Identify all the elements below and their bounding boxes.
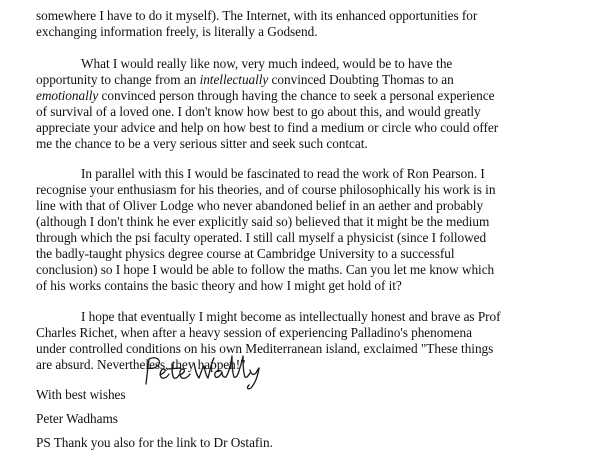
letter-line: What I would really like now, very much indeed, would be to have the [81,56,453,71]
letter-line: under controlled conditions on his own Mediterranean island, exclaimed "These things [36,341,494,356]
letter-line: conclusion) so I hope I would be able to follow the maths. Can you let me know which [36,262,495,277]
letter-line: somewhere I have to do it myself). The Internet, with its enhanced opportunities for [36,8,478,23]
letter-line: me the chance to be a very serious sitter and seek such contcat. [36,136,368,151]
letter-line: emotionally convinced person through having the chance to seek a personal experience [36,88,495,103]
closing-text: With best wishes [36,387,126,402]
letter-line: recognise your enthusiasm for his theories, and of course philosophically his work is in [36,182,496,197]
letter-line: line with that of Oliver Lodge who never abandoned belief in an aether and probably [36,198,484,213]
postscript: PS Thank you also for the link to Dr Ostafin. [36,435,273,450]
letter-line: Charles Richet, when after a heavy session of experiencing Palladino's phenomena [36,325,472,340]
sender-name: Peter Wadhams [36,411,118,426]
letter-line: opportunity to change from an intellectually convinced Doubting Thomas to an [36,72,454,87]
handwritten-signature [138,351,278,391]
letter-line: of his works contains the basic theory and how I might get hold of it? [36,278,402,293]
letter-line: the badly-taught physics degree course at Cambridge University to a successful [36,246,455,261]
letter-line: through which the psi faculty operated. I still call myself a physicist (since I followed [36,230,487,245]
letter-line: In parallel with this I would be fascinated to read the work of Ron Pearson. I [81,166,485,181]
letter-line: are absurd. Nevertheless, they happen!" [36,357,246,372]
letter-line: appreciate your advice and help on how best to find a medium or circle who could offer [36,120,499,135]
letter-line: exchanging information freely, is literally a Godsend. [36,24,318,39]
letter-line: I hope that eventually I might become as intellectually honest and brave as Prof [81,309,501,324]
letter-line: (although I don't think he ever explicitly said so) believed that it might be the medium [36,214,490,229]
letter-line: of survival of a loved one. I don't know how best to go about this, and would greatly [36,104,481,119]
